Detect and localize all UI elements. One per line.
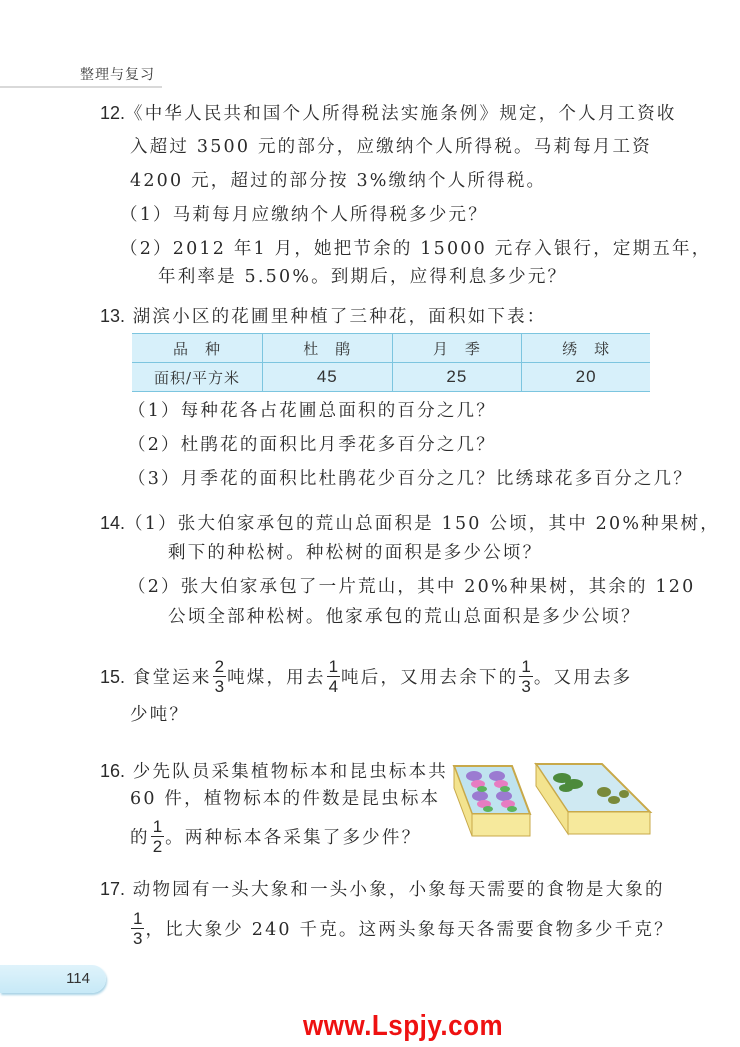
problem-13-sub-1: （1）每种花各占花圃总面积的百分之几？	[128, 401, 496, 421]
table-row-header	[132, 334, 650, 363]
fraction-one-quarter: $\frac{1}{4}$	[328, 657, 339, 696]
problem-14-sub-1-line-2: 剩下的种松树。种松树的面积是多少公顷？	[168, 543, 543, 563]
problem-12-sub-2-line-2: 年利率是 5.50%。到期后，应得利息多少元？	[158, 267, 568, 287]
problem-13-intro: 13. 湖滨小区的花圃里种植了三种花，面积如下表：	[100, 306, 547, 327]
area-azalea: 45	[263, 363, 393, 392]
row-header-variety: 品 种	[132, 334, 263, 363]
plant-box-icon	[536, 764, 650, 834]
problem-number: 16.	[100, 761, 126, 781]
problem-number: 17.	[100, 879, 126, 899]
col-azalea: 杜 鹃	[263, 334, 393, 363]
problem-15-line-2: 少吨？	[130, 705, 190, 725]
problem-12-line-1: 12.《中华人民共和国个人所得税法实施条例》规定，个人月工资收	[100, 103, 677, 124]
fraction-one-third: $\frac{1}{3}$	[521, 657, 531, 696]
problem-16-line-1: 16. 少先队员采集植物标本和昆虫标本共	[100, 761, 448, 782]
problem-number: 14.	[100, 513, 126, 533]
problem-14-sub-1: 14.（1）张大伯家承包的荒山总面积是 150 公顷，其中 20%种果树，	[100, 513, 720, 534]
flower-area-table	[132, 333, 650, 392]
problem-12-line-2: 入超过 3500 元的部分，应缴纳个人所得税。马莉每月工资	[130, 137, 652, 157]
problem-number: 13.	[100, 306, 126, 326]
problem-13-sub-3: （3）月季花的面积比杜鹃花少百分之几？比绣球花多百分之几？	[128, 469, 693, 489]
fraction-two-thirds: $\frac{2}{3}$	[214, 657, 225, 696]
specimen-boxes-illustration	[452, 758, 657, 838]
problem-12-sub-2: （2）2012 年1 月，她把节余的 15000 元存入银行，定期五年，	[120, 239, 712, 259]
problem-14-sub-2-line-2: 公顷全部种松树。他家承包的荒山总面积是多少公顷？	[168, 607, 641, 627]
problem-13-sub-2: （2）杜鹃花的面积比月季花多百分之几？	[128, 435, 496, 455]
fraction-one-third: $\frac{1}{3}$	[133, 909, 143, 948]
section-title: 整理与复习	[80, 67, 155, 83]
col-hydrangea: 绣 球	[522, 334, 650, 363]
col-rose: 月 季	[392, 334, 522, 363]
section-header	[0, 60, 162, 88]
fraction-one-half: $\frac{1}{2}$	[152, 817, 163, 856]
watermark-text: www.Lspjy.com	[303, 1008, 504, 1042]
problem-number: 15.	[100, 667, 126, 687]
problem-17-line-2: $\frac{1}{3}$ ，比大象少 240 千克。这两头象每天各需要食物多少千克？	[133, 909, 674, 948]
problem-16-line-3: 的 $\frac{1}{2}$ 。两种标本各采集了多少件？	[130, 817, 422, 856]
problem-17-line-1: 17. 动物园有一头大象和一头小象，小象每天需要的食物是大象的	[100, 879, 665, 900]
page-number: 114	[66, 970, 90, 987]
area-hydrangea: 20	[522, 363, 650, 392]
page-number-tab	[0, 965, 106, 993]
row-header-area: 面积/平方米	[132, 363, 263, 392]
problem-15-line-1: 15. 食堂运来 $\frac{2}{3}$ 吨煤，用去 $\frac{1}{4}$ 吨后，又用去余下的 $\frac{1}{3}$ 。又用去多	[100, 657, 633, 696]
area-rose: 25	[392, 363, 522, 392]
problem-12-sub-1: （1）马莉每月应缴纳个人所得税多少元？	[120, 205, 488, 225]
butterfly-box-icon	[454, 766, 530, 836]
problem-14-sub-2: （2）张大伯家承包了一片荒山，其中 20%种果树，其余的 120	[128, 577, 696, 597]
table-row-area	[132, 363, 650, 392]
problem-number: 12.	[100, 103, 126, 123]
problem-12-line-3: 4200 元，超过的部分按 3%缴纳个人所得税。	[130, 171, 547, 191]
problem-16-line-2: 60 件，植物标本的件数是昆虫标本	[130, 789, 441, 809]
